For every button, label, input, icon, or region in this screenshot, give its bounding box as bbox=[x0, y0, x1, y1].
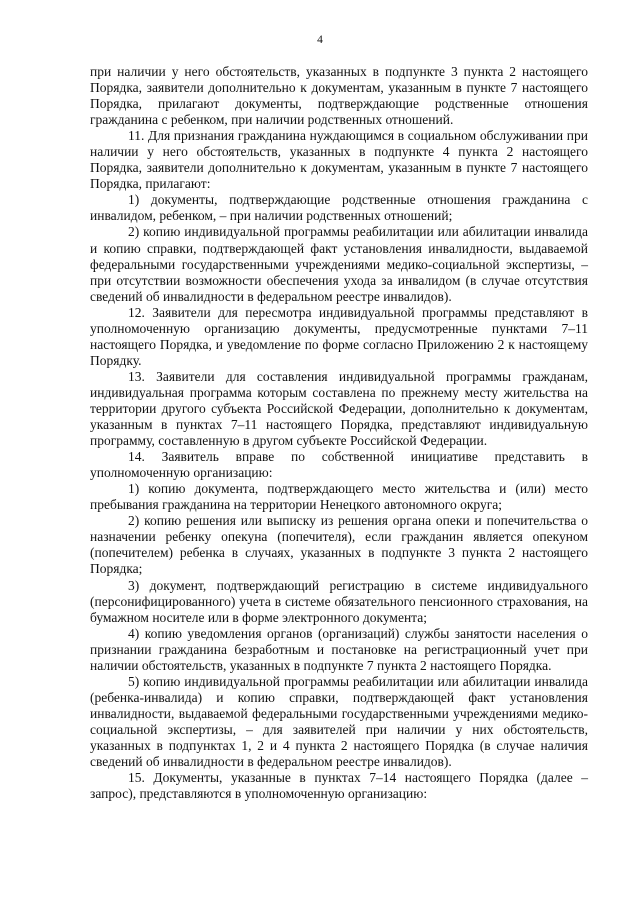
paragraph-item-12: 12. Заявители для пересмотра индивидуальной программы представляют в уполномоченную организацию документы, предусмотренные пунктами 7–11 настоящего Порядка, и уведомление по форме согласно Приложению 2 к настоящему Порядку. bbox=[90, 304, 588, 368]
paragraph-item-13: 13. Заявители для составления индивидуальной программы гражданам, индивидуальная программа которым составлена по прежнему месту жительства на территории другого субъекта Российской Федерации, дополнительно к документам, указанным в пунктах 7–11 настоящего Порядка, представляют индивидуальную программу, составленную в другом субъекте Российской Федерации. bbox=[90, 368, 588, 449]
document-body bbox=[90, 64, 588, 802]
paragraph-item-11: 11. Для признания гражданина нуждающимся в социальном обслуживании при наличии у него обстоятельств, указанных в подпункте 4 пункта 2 настоящего Порядка, заявители дополнительно к документам, указанным в пункте 7 настоящего Порядка, прилагают: bbox=[90, 128, 588, 192]
paragraph-item-14: 14. Заявитель вправе по собственной инициативе представить в уполномоченную организацию: bbox=[90, 449, 588, 481]
paragraph-subitem-14-1: 1) копию документа, подтверждающего место жительства и (или) место пребывания гражданина на территории Ненецкого автономного округа; bbox=[90, 481, 588, 513]
paragraph-subitem-11-2: 2) копию индивидуальной программы реабилитации или абилитации инвалида и копию справки, подтверждающей факт установления инвалидности, выдаваемой федеральными государственными учреждениями медико-социальной экспертизы, – при отсутствии возможности обеспечения ухода за инвалидом (в случае отсутствия сведений об инвалидности в федеральном реестре инвалидов). bbox=[90, 224, 588, 304]
paragraph-subitem-14-5: 5) копию индивидуальной программы реабилитации или абилитации инвалида (ребенка-инвалида) и копию справки, подтверждающей факт установления инвалидности, выдаваемой федеральными государственными учреждениями медико-социальной экспертизы, – для заявителей при наличии у них обстоятельств, указанных в подпунктах 1, 2 и 4 пункта 2 настоящего Порядка (в случае наличия сведений об инвалидности в федеральном реестре инвалидов). bbox=[90, 673, 588, 770]
paragraph-subitem-14-3: 3) документ, подтверждающий регистрацию в системе индивидуального (персонифицированного) учета в системе обязательного пенсионного страхования, на бумажном носителе или в форме электронного документа; bbox=[90, 577, 588, 625]
paragraph-item-15: 15. Документы, указанные в пунктах 7–14 настоящего Порядка (далее – запрос), представляются в уполномоченную организацию: bbox=[90, 770, 588, 802]
page-number: 4 bbox=[317, 34, 323, 46]
paragraph-continuation: при наличии у него обстоятельств, указанных в подпункте 3 пункта 2 настоящего Порядка, заявители дополнительно к документам, указанным в пункте 7 настоящего Порядка, прилагают документы, подтверждающие родственные отношения гражданина с ребенком, при наличии родственных отношений. bbox=[90, 64, 588, 128]
paragraph-subitem-14-2: 2) копию решения или выписку из решения органа опеки и попечительства о назначении ребенку опекуна (попечителя), если гражданин является опекуном (попечителем) ребенка в случаях, указанных в подпункте 3 пункта 2 настоящего Порядка; bbox=[90, 513, 588, 577]
paragraph-subitem-11-1: 1) документы, подтверждающие родственные отношения гражданина с инвалидом, ребенком, – при наличии родственных отношений; bbox=[90, 192, 588, 224]
paragraph-subitem-14-4: 4) копию уведомления органов (организаций) службы занятости населения о признании гражданина безработным и постановке на регистрационный учет при наличии обстоятельств, указанных в подпункте 7 пункта 2 настоящего Порядка. bbox=[90, 625, 588, 673]
